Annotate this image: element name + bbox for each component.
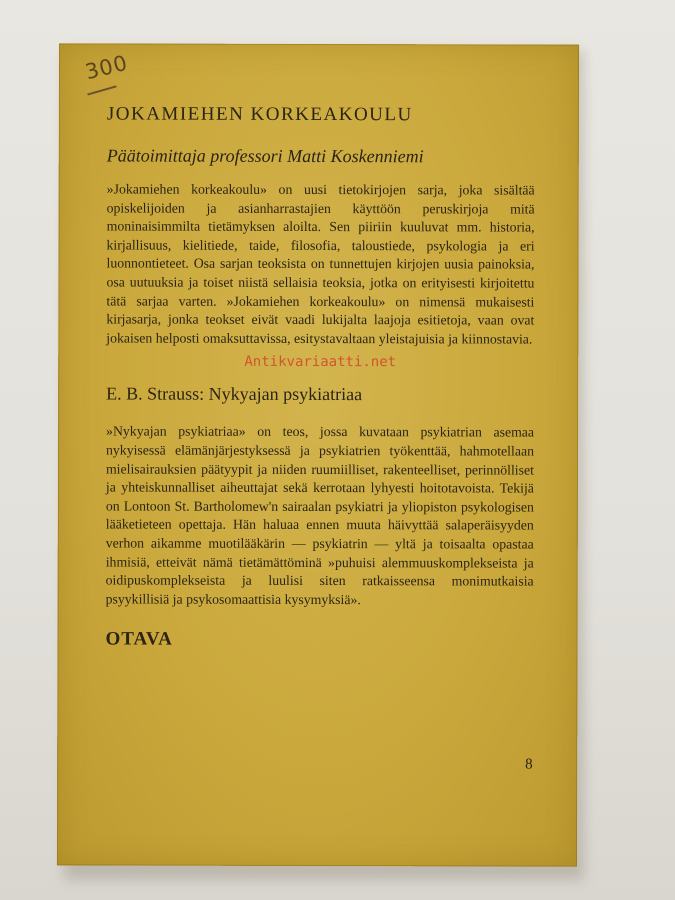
watermark-text: Antikvariaatti.net — [244, 354, 397, 371]
series-title: JOKAMIEHEN KORKEAKOULU — [106, 103, 413, 126]
book-description: »Nykyajan psykiatriaa» on teos, jossa kuvataan psykiatrian asemaa nykyisessä elämänjärjestyksessä ja psykiatrien työkenttää, hahmotellaan mielisairauksien päätyypit ja niiden ruumiilliset, rakenteelliset, perinnölliset ja yhteiskunnalliset aiheuttajat sekä kerrotaan lyhyesti hoitotavoista. Tekijä on Lontoon St. Bartholomew'n sairaalan psykiatri ja yliopiston psykologisen lääketieteen opettaja. Hän haluaa ennen muuta häivyttää salaperäisyyden verhon aikamme muotilääkärin — psykiatrin — yltä ja toisaalta opastaa ihmisiä, etteivät nämä tietämättöminä »puhuisi alemmuuskomplekseista ja oidipuskomplekseista ja luulisi siten ratkaisseensa monimutkaisia psyykillisiä ja psykosomaattisia kysymyksiä». — [105, 423, 535, 607]
book-title: E. B. Strauss: Nykyajan psykiatriaa — [106, 383, 363, 405]
series-description: »Jokamiehen korkeakoulu» on uusi tietokirjojen sarja, joka sisältää opiskelijoiden ja asianharrastajien käyttöön peruskirjoja mitä moninaisimmilta tietämyksen aloilta. Sen piiriin kuuluvat mm. historia, kirjallisuus, kielitiede, taide, filosofia, taloustiede, psykologia ja eri luonnontieteet. Osa sarjan teoksista on tunnettujen kirjojen uusia painoksia, osa uutuuksia ja toiset niistä sellaisia teoksia, jotka on erityisesti kirjoitettu tätä sarjaa varten. »Jokamiehen korkeakoulu» on nimensä mukaisesti kirjasarja, jonka teokset eivät vaadi lukijalta laajoja esitietoja, vaan ovat jokaisen helposti omaksuttavissa, esitystavaltaan yleistajuisia ja kiinnostavia. — [106, 181, 535, 347]
handwritten-price-note: 300 — [82, 50, 131, 85]
publisher-name: OTAVA — [105, 628, 173, 650]
handwritten-dash — [87, 85, 116, 95]
cover-text-block — [105, 103, 534, 651]
book-back-cover — [57, 43, 579, 866]
editor-line: Päätoimittaja professori Matti Koskenniemi — [106, 145, 424, 167]
page-number: 8 — [525, 756, 533, 773]
